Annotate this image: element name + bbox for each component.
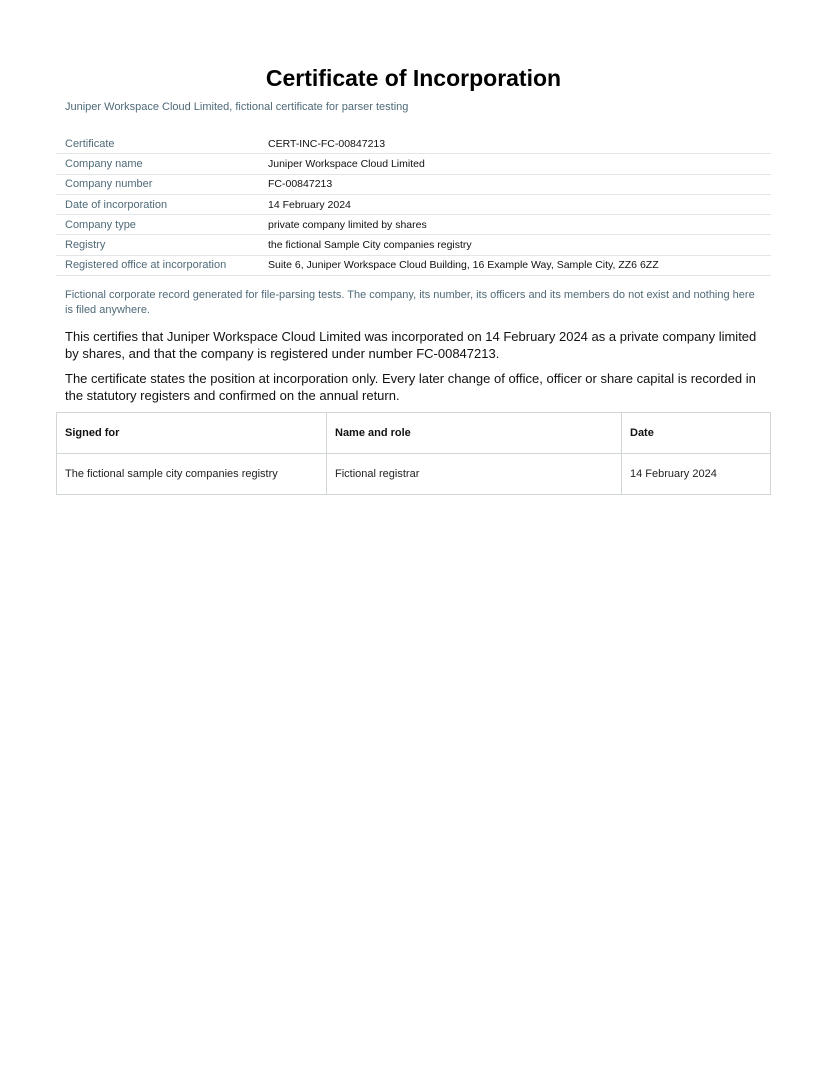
details-label: Certificate: [56, 134, 268, 154]
signed-for-cell: The fictional sample city companies registry: [57, 454, 327, 495]
details-row: [56, 134, 771, 154]
details-row: [56, 154, 771, 174]
details-label: Company name: [56, 154, 268, 174]
details-row: [56, 194, 771, 214]
header-date: Date: [622, 413, 771, 454]
details-row: [56, 235, 771, 255]
details-table: [56, 134, 771, 276]
details-label: Company number: [56, 174, 268, 194]
details-label: Registry: [56, 235, 268, 255]
details-value: CERT-INC-FC-00847213: [268, 134, 771, 154]
scope-paragraph: The certificate states the position at incorporation only. Every later change of office, officer or share capital is recorded in the statutory registers and confirmed on the annual return.: [65, 371, 756, 403]
details-value: FC-00847213: [268, 174, 771, 194]
document-title: Certificate of Incorporation: [265, 65, 562, 91]
name-and-role-cell: Fictional registrar: [327, 454, 622, 495]
details-value: Juniper Workspace Cloud Limited: [268, 154, 771, 174]
details-row: [56, 174, 771, 194]
details-value: 14 February 2024: [268, 194, 771, 214]
details-row: [56, 215, 771, 235]
details-value: Suite 6, Juniper Workspace Cloud Building, 16 Example Way, Sample City, ZZ6 6ZZ: [268, 255, 771, 275]
header-signed-for: Signed for: [57, 413, 327, 454]
header-name-and-role: Name and role: [327, 413, 622, 454]
signature-row: [57, 454, 771, 495]
fictional-notice: Fictional corporate record generated for file-parsing tests. The company, its number, its officers and its members do not exist and nothing here is filed anywhere.: [65, 289, 755, 316]
date-cell: 14 February 2024: [622, 454, 771, 495]
details-value: the fictional Sample City companies registry: [268, 235, 771, 255]
certification-paragraph: This certifies that Juniper Workspace Cloud Limited was incorporated on 14 February 2024 as a private company limited by shares, and that the company is registered under number FC-00847213.: [65, 329, 757, 361]
signature-table: [56, 412, 771, 495]
signature-header-row: [57, 413, 771, 454]
details-row: [56, 255, 771, 275]
details-label: Company type: [56, 215, 268, 235]
details-value: private company limited by shares: [268, 215, 771, 235]
document-subtitle: Juniper Workspace Cloud Limited, fictional certificate for parser testing: [65, 101, 409, 113]
details-label: Date of incorporation: [56, 194, 268, 214]
details-label: Registered office at incorporation: [56, 255, 268, 275]
